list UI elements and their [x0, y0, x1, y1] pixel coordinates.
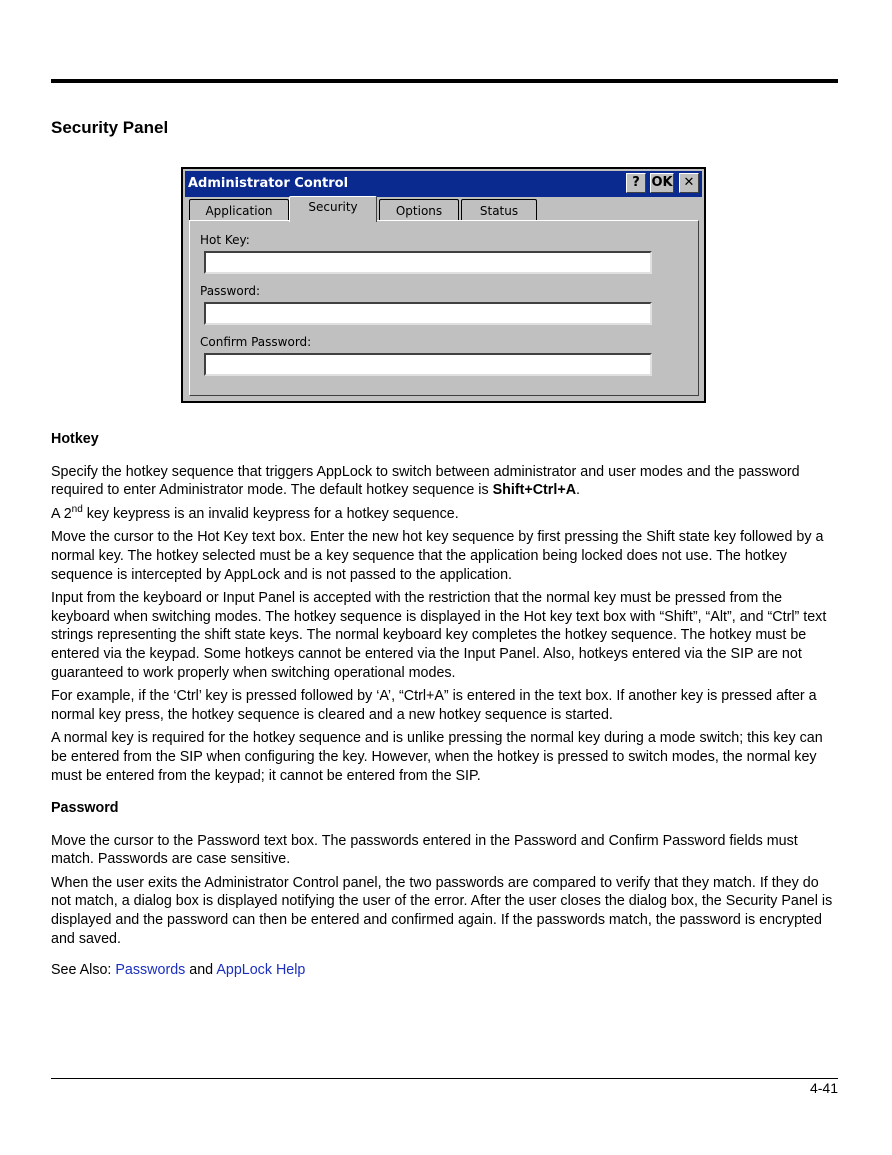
top-rule: [51, 79, 838, 83]
passwords-link[interactable]: Passwords: [115, 962, 186, 979]
password-input[interactable]: [204, 302, 652, 325]
confirm-password-label: Confirm Password:: [200, 335, 312, 349]
hotkey-paragraph-4: Input from the keyboard or Input Panel is accepted with the restriction that the normal key must be pressed from the keyboard when switching modes. The hotkey sequence is displayed in the Hot key text box with “Shift”, “Alt”, and “Ctrl” text strings representing the shift state keys. The normal keyboard key completes the hotkey sequence. The hotkey must be entered via the keypad. Some hotkeys cannot be entered via the Input Panel. Also, hotkeys entered via the SIP are not guaranteed to work properly when switching operational modes.: [51, 590, 827, 681]
default-hotkey: Shift+Ctrl+A: [492, 482, 577, 499]
ordinal-superscript: nd: [71, 503, 83, 515]
hotkey-paragraph-6: A normal key is required for the hotkey sequence and is unlike pressing the normal key during a mode switch; this key can be entered from the SIP when configuring the key. However, when the hotkey is pressed to switch modes, the normal key must be entered from the keypad; it cannot be entered from the SIP.: [51, 730, 823, 784]
page-body: [51, 430, 841, 980]
hotkey-paragraph-2: [51, 505, 841, 524]
password-heading: Password: [51, 800, 119, 817]
tab-options[interactable]: Options: [379, 199, 459, 221]
dialog-title: Administrator Control: [188, 176, 349, 191]
hotkey-heading: Hotkey: [51, 431, 99, 447]
hotkey-paragraph-1: [51, 463, 841, 500]
close-icon[interactable]: ✕: [679, 173, 699, 193]
hotkey-paragraph-1-end: .: [576, 482, 581, 499]
password-paragraph-2: When the user exits the Administrator Control panel, the two passwords are compared to verify that they match. If they do not match, a dialog box is displayed notifying the user of the error. After the user closes the dialog box, the Security Panel is displayed and the password can then be entered and confirmed again. If the passwords match, the password is encrypted and saved.: [51, 874, 833, 947]
hotkey-paragraph-3: Move the cursor to the Hot Key text box. Enter the new hot key sequence by first pressing the Shift state key followed by a normal key. The hotkey selected must be a key sequence that the application being locked does not use. The hotkey sequence is intercepted by AppLock and is not passed to the application.: [51, 529, 824, 583]
ok-button[interactable]: OK: [650, 173, 674, 193]
tab-application[interactable]: Application: [189, 199, 289, 221]
dialog-titlebar: [185, 171, 702, 197]
hot-key-label: Hot Key:: [200, 233, 250, 247]
hotkey-paragraph-2-text: A 2: [51, 505, 72, 522]
section-title: Security Panel: [51, 118, 169, 137]
confirm-password-input[interactable]: [204, 353, 652, 376]
see-also: [51, 961, 841, 980]
hotkey-paragraph-1-text: Specify the hotkey sequence that triggers AppLock to switch between administrator and user modes and the password required to enter Administrator mode. The default hotkey sequence is: [51, 463, 800, 499]
see-also-and: and: [185, 962, 217, 979]
tab-security[interactable]: Security: [289, 196, 377, 222]
bottom-rule: [51, 1078, 838, 1079]
administrator-control-dialog: [181, 167, 706, 403]
hot-key-input[interactable]: [204, 251, 652, 274]
dialog-tabs: [189, 199, 699, 221]
tab-status[interactable]: Status: [461, 199, 537, 221]
hotkey-paragraph-2-end: key keypress is an invalid keypress for a hotkey sequence.: [82, 505, 459, 522]
applock-help-link[interactable]: AppLock Help: [216, 962, 306, 979]
hotkey-paragraph-5: For example, if the ‘Ctrl’ key is pressed followed by ‘A’, “Ctrl+A” is entered in the text box. If another key is pressed after a normal key press, the hotkey sequence is cleared and a new hotkey sequence is started.: [51, 688, 817, 723]
help-button[interactable]: ?: [626, 173, 646, 193]
password-paragraph-1: Move the cursor to the Password text box. The passwords entered in the Password and Confirm Password fields must match. Passwords are case sensitive.: [51, 832, 798, 868]
page-number: 4-41: [809, 1080, 838, 1096]
security-tab-panel: [189, 220, 699, 396]
see-also-label: See Also:: [51, 962, 116, 979]
password-label: Password:: [200, 284, 261, 298]
